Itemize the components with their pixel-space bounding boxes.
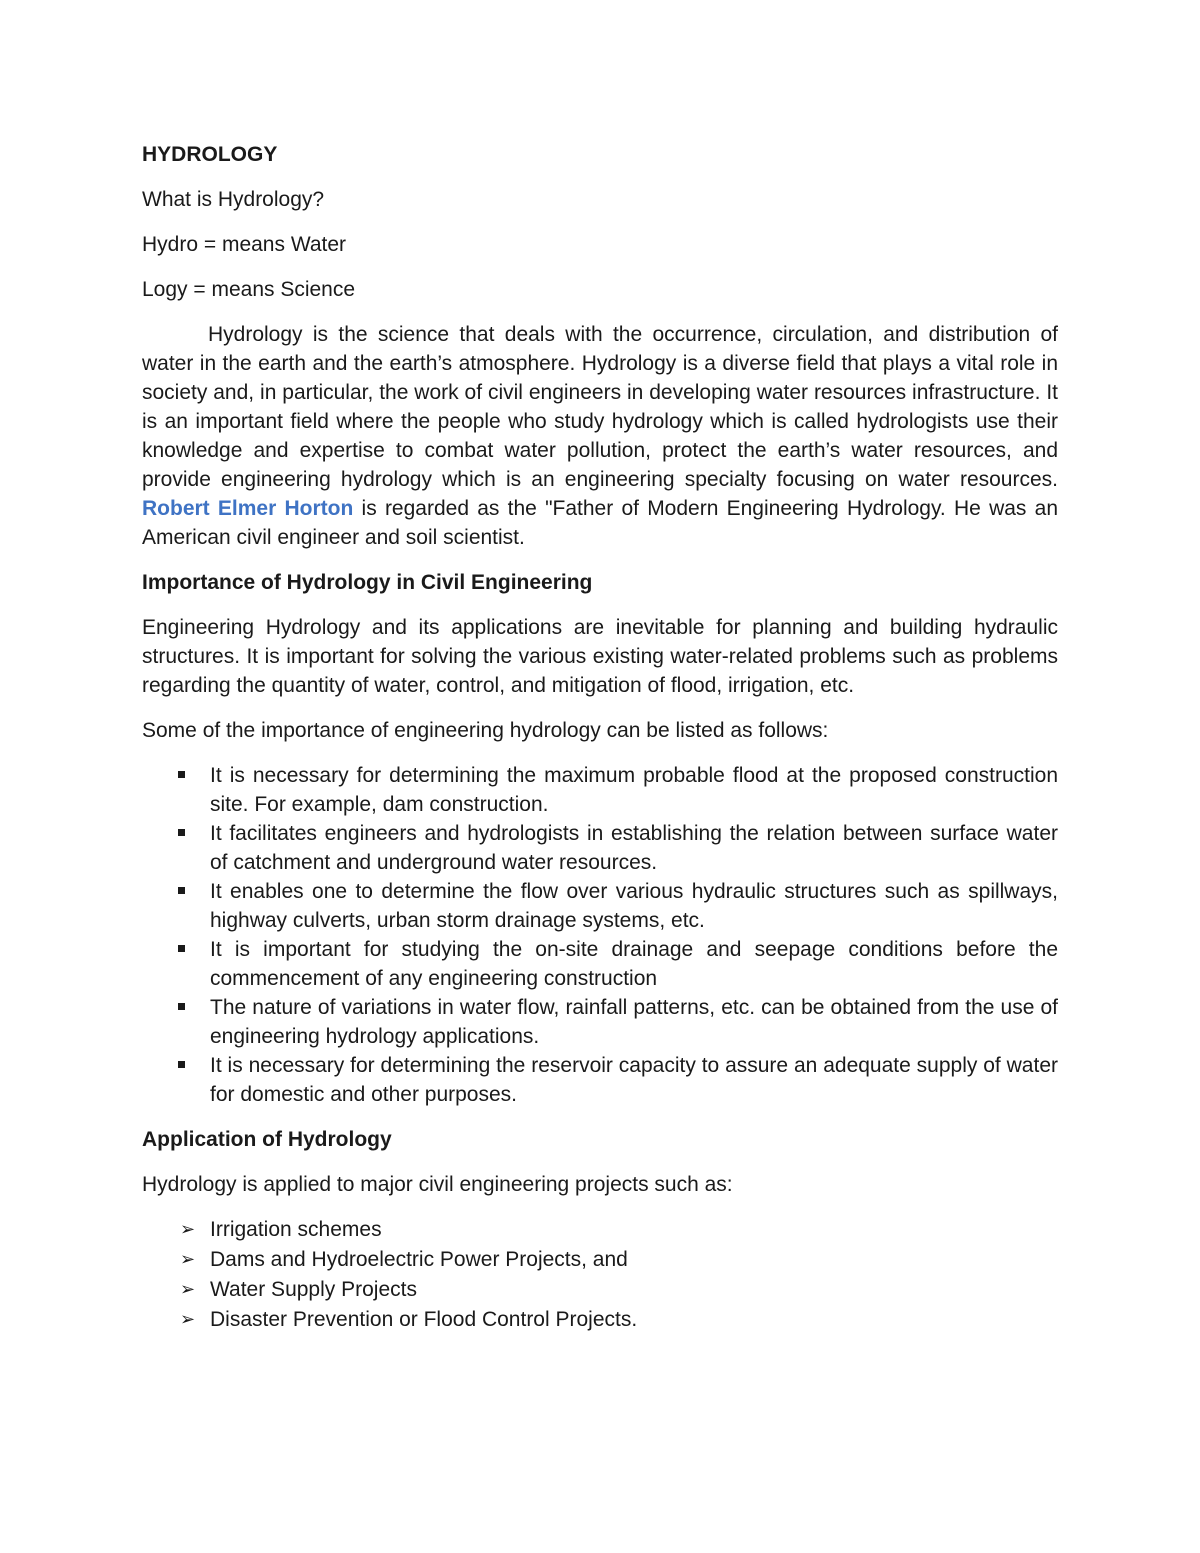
importance-paragraph: Engineering Hydrology and its applications are inevitable for planning and building hydraulic structures. It is important for solving the various existing water-related problems such as problems regarding the quantity of water, control, and mitigation of flood, irrigation, etc. (142, 616, 1058, 697)
list-item-text: It is necessary for determining the maximum probable flood at the proposed construction site. For example, dam construction. (210, 764, 1058, 816)
square-bullet-icon (178, 945, 185, 952)
list-item (142, 877, 1058, 935)
highlighted-name: Robert Elmer Horton (142, 497, 354, 520)
importance-list-intro: Some of the importance of engineering hydrology can be listed as follows: (142, 719, 829, 742)
list-item (142, 1051, 1058, 1109)
list-item-text: It enables one to determine the flow over various hydraulic structures such as spillways, highway culverts, urban storm drainage systems, etc. (210, 880, 1058, 932)
arrow-bullet-icon: ➢ (180, 1249, 196, 1270)
list-item (142, 761, 1058, 819)
list-item (142, 819, 1058, 877)
square-bullet-icon (178, 1061, 185, 1068)
list-item (142, 1245, 1058, 1275)
application-heading: Application of Hydrology (142, 1128, 392, 1151)
list-item (142, 1305, 1058, 1335)
importance-heading: Importance of Hydrology in Civil Engineering (142, 571, 593, 594)
question-line: What is Hydrology? (142, 188, 325, 211)
intro-paragraph (142, 320, 1058, 552)
document-page (142, 140, 1058, 1335)
list-item (142, 935, 1058, 993)
logy-definition: Logy = means Science (142, 278, 356, 301)
document-title: HYDROLOGY (142, 143, 278, 166)
list-item-text: It is important for studying the on-site drainage and seepage conditions before the commencement of any engineering construction (210, 938, 1058, 990)
list-item (142, 993, 1058, 1051)
list-item (142, 1215, 1058, 1245)
square-bullet-icon (178, 829, 185, 836)
arrow-bullet-icon: ➢ (180, 1309, 196, 1330)
list-item-text: Disaster Prevention or Flood Control Projects. (210, 1308, 638, 1331)
square-bullet-icon (178, 887, 185, 894)
arrow-bullet-icon: ➢ (180, 1219, 196, 1240)
list-item-text: It is necessary for determining the reservoir capacity to assure an adequate supply of water for domestic and other purposes. (210, 1054, 1058, 1106)
square-bullet-icon (178, 771, 185, 778)
list-item (142, 1275, 1058, 1305)
list-item-text: The nature of variations in water flow, rainfall patterns, etc. can be obtained from the use of engineering hydrology applications. (210, 996, 1058, 1048)
application-intro: Hydrology is applied to major civil engineering projects such as: (142, 1173, 733, 1196)
list-item-text: Irrigation schemes (210, 1218, 382, 1241)
arrow-bullet-icon: ➢ (180, 1279, 196, 1300)
square-bullet-icon (178, 1003, 185, 1010)
intro-text-part2: is regarded as the "Father of Modern Engineering Hydrology. He was an American civil engineer and soil scientist. (142, 497, 1058, 549)
application-list (142, 1215, 1058, 1335)
intro-text-part1: Hydrology is the science that deals with the occurrence, circulation, and distribution of water in the earth and the earth’s atmosphere. Hydrology is a diverse field that plays a vital role in society and, in particular, the work of civil engineers in developing water resources infrastructure. It is an important field where the people who study hydrology which is called hydrologists use their knowledge and expertise to combat water pollution, protect the earth’s water resources, and provide engineering hydrology which is an engineering specialty focusing on water resources. (142, 323, 1058, 491)
list-item-text: It facilitates engineers and hydrologists in establishing the relation between surface water of catchment and underground water resources. (210, 822, 1058, 874)
importance-bullet-list (142, 761, 1058, 1109)
list-item-text: Dams and Hydroelectric Power Projects, and (210, 1248, 628, 1271)
list-item-text: Water Supply Projects (210, 1278, 417, 1301)
hydro-definition: Hydro = means Water (142, 233, 347, 256)
